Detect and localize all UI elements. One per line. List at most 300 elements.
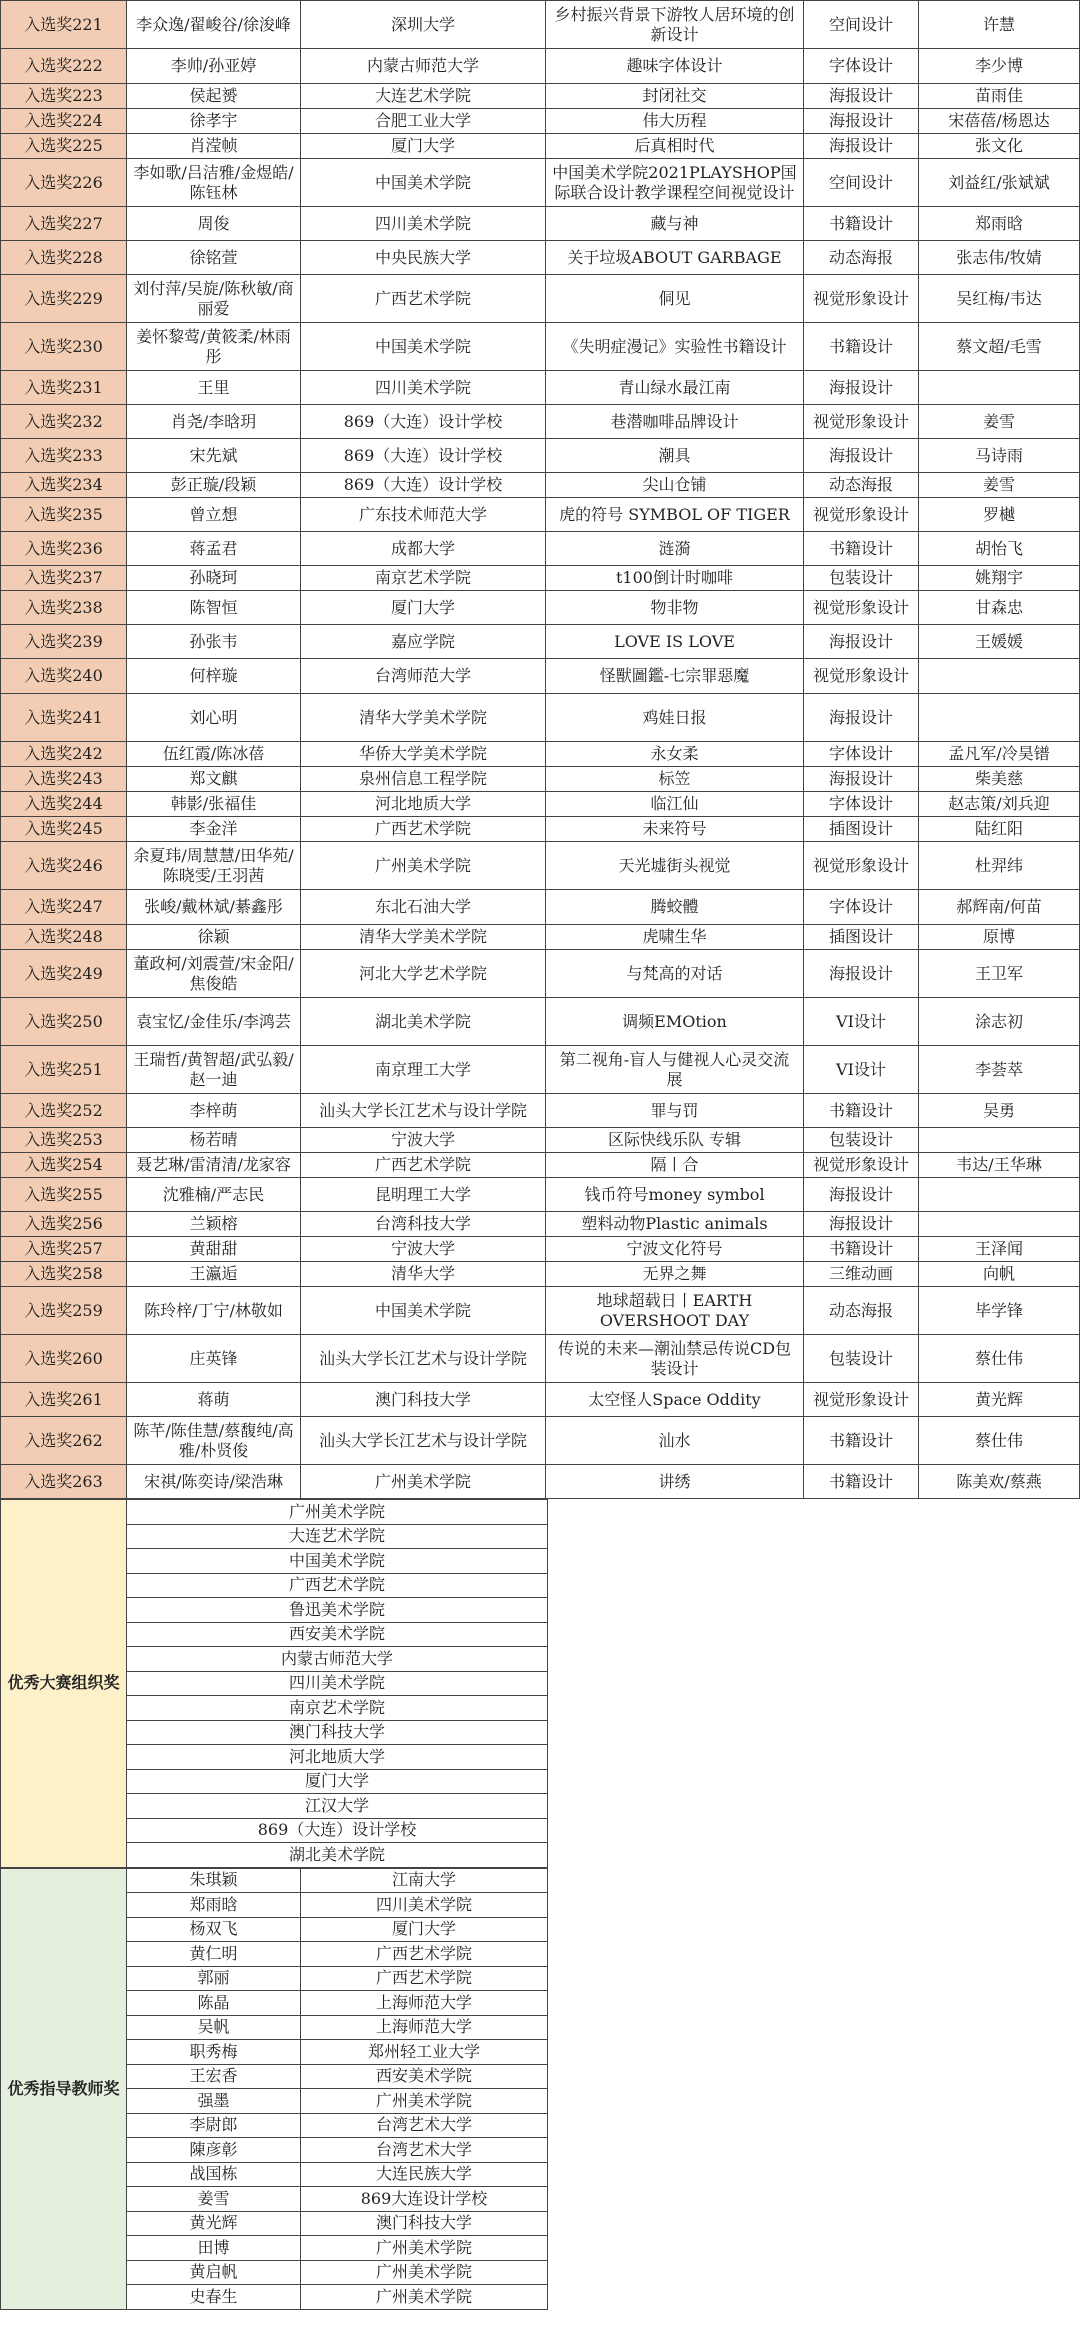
work-title: 钱币符号money symbol xyxy=(546,1178,804,1212)
school-name: 广州美术学院 xyxy=(301,842,546,890)
author-names: 张峻/戴林斌/綦鑫彤 xyxy=(127,890,301,925)
work-title: 无界之舞 xyxy=(546,1262,804,1287)
award-row xyxy=(1,241,1080,275)
award-row xyxy=(1,1383,1080,1417)
work-category: 书籍设计 xyxy=(804,207,919,241)
author-names: 蒋萌 xyxy=(127,1383,301,1417)
school-name: 869（大连）设计学校 xyxy=(301,405,546,439)
teacher-school: 上海师范大学 xyxy=(301,1991,548,2016)
award-row xyxy=(1,925,1080,950)
advisor-name: 蔡文超/毛雪 xyxy=(919,323,1080,371)
teacher-name: 强墨 xyxy=(127,2089,301,2114)
advisor-name: 王媛媛 xyxy=(919,625,1080,659)
work-title: 青山绿水最江南 xyxy=(546,371,804,405)
teacher-name: 姜雪 xyxy=(127,2187,301,2212)
work-category: 视觉形象设计 xyxy=(804,405,919,439)
work-category: 海报设计 xyxy=(804,371,919,405)
award-rank: 入选奖232 xyxy=(1,405,127,439)
award-rank: 入选奖221 xyxy=(1,1,127,49)
advisor-name: 王卫军 xyxy=(919,950,1080,998)
work-title: 临江仙 xyxy=(546,792,804,817)
award-rank: 入选奖222 xyxy=(1,49,127,84)
work-title: 物非物 xyxy=(546,591,804,625)
teacher-award-label: 优秀指导教师奖 xyxy=(1,1868,127,2309)
teacher-name: 王宏香 xyxy=(127,2064,301,2089)
award-row xyxy=(1,1262,1080,1287)
award-rank: 入选奖224 xyxy=(1,109,127,134)
award-row xyxy=(1,566,1080,591)
school-name: 广州美术学院 xyxy=(301,1465,546,1499)
work-title: 中国美术学院2021PLAYSHOP国际联合设计教学课程空间视觉设计 xyxy=(546,159,804,207)
author-names: 姜怀黎莺/黄筱柔/林雨彤 xyxy=(127,323,301,371)
award-row xyxy=(1,842,1080,890)
award-row xyxy=(1,742,1080,767)
work-title: 潮具 xyxy=(546,439,804,473)
school-name: 869（大连）设计学校 xyxy=(301,473,546,498)
award-rank: 入选奖238 xyxy=(1,591,127,625)
work-title: 标笠 xyxy=(546,767,804,792)
advisor-name: 陈美欢/蔡燕 xyxy=(919,1465,1080,1499)
work-title: 第二视角-盲人与健视人心灵交流展 xyxy=(546,1046,804,1094)
org-school-name: 广西艺术学院 xyxy=(127,1573,548,1598)
work-title: 罪与罚 xyxy=(546,1094,804,1128)
author-names: 陈芊/陈佳慧/蔡馥纯/高雅/朴贤俊 xyxy=(127,1417,301,1465)
advisor-name: 柴美慈 xyxy=(919,767,1080,792)
work-title: 关于垃圾ABOUT GARBAGE xyxy=(546,241,804,275)
author-names: 何梓璇 xyxy=(127,659,301,694)
author-names: 肖滢帧 xyxy=(127,134,301,159)
author-names: 孙张韦 xyxy=(127,625,301,659)
award-rank: 入选奖259 xyxy=(1,1287,127,1335)
award-row xyxy=(1,1153,1080,1178)
teacher-name: 陳彦彰 xyxy=(127,2138,301,2163)
teacher-school: 广州美术学院 xyxy=(301,2285,548,2310)
author-names: 王瀛逅 xyxy=(127,1262,301,1287)
work-category: 海报设计 xyxy=(804,84,919,109)
author-names: 侯起赟 xyxy=(127,84,301,109)
work-title: t100倒计时咖啡 xyxy=(546,566,804,591)
advisor-name: 张文化 xyxy=(919,134,1080,159)
teacher-name: 陈晶 xyxy=(127,1991,301,2016)
work-category: VI设计 xyxy=(804,998,919,1046)
award-rank: 入选奖223 xyxy=(1,84,127,109)
school-name: 汕头大学长江艺术与设计学院 xyxy=(301,1417,546,1465)
advisor-name: 陆红阳 xyxy=(919,817,1080,842)
teacher-school: 大连民族大学 xyxy=(301,2162,548,2187)
work-category: 视觉形象设计 xyxy=(804,842,919,890)
author-names: 曾立想 xyxy=(127,498,301,532)
award-rank: 入选奖237 xyxy=(1,566,127,591)
work-category: 书籍设计 xyxy=(804,1237,919,1262)
school-name: 中央民族大学 xyxy=(301,241,546,275)
org-school-name: 西安美术学院 xyxy=(127,1622,548,1647)
award-rank: 入选奖257 xyxy=(1,1237,127,1262)
work-title: 永女柔 xyxy=(546,742,804,767)
award-row xyxy=(1,1178,1080,1212)
award-rank: 入选奖252 xyxy=(1,1094,127,1128)
advisor-name: 赵志策/刘兵迎 xyxy=(919,792,1080,817)
school-name: 大连艺术学院 xyxy=(301,84,546,109)
advisor-name: 毕学锋 xyxy=(919,1287,1080,1335)
teacher-school: 上海师范大学 xyxy=(301,2015,548,2040)
school-name: 宁波大学 xyxy=(301,1237,546,1262)
advisor-name: 罗樾 xyxy=(919,498,1080,532)
award-row xyxy=(1,591,1080,625)
work-title: 与梵高的对话 xyxy=(546,950,804,998)
award-rank: 入选奖242 xyxy=(1,742,127,767)
award-row xyxy=(1,792,1080,817)
org-school-name: 河北地质大学 xyxy=(127,1745,548,1770)
award-rank: 入选奖234 xyxy=(1,473,127,498)
school-name: 泉州信息工程学院 xyxy=(301,767,546,792)
org-school-name: 大连艺术学院 xyxy=(127,1524,548,1549)
work-category: 书籍设计 xyxy=(804,1094,919,1128)
award-rank: 入选奖228 xyxy=(1,241,127,275)
author-names: 宋祺/陈奕诗/梁浩琳 xyxy=(127,1465,301,1499)
author-names: 李众逸/翟峻谷/徐浚峰 xyxy=(127,1,301,49)
teacher-award-table xyxy=(0,1868,548,2310)
work-category: 书籍设计 xyxy=(804,1417,919,1465)
school-name: 湖北美术学院 xyxy=(301,998,546,1046)
award-row xyxy=(1,439,1080,473)
school-name: 台湾师范大学 xyxy=(301,659,546,694)
award-row xyxy=(1,1417,1080,1465)
author-names: 李如歌/吕洁雅/金煜皓/陈钰林 xyxy=(127,159,301,207)
org-school-name: 南京艺术学院 xyxy=(127,1696,548,1721)
award-row xyxy=(1,532,1080,566)
work-category: 动态海报 xyxy=(804,473,919,498)
school-name: 869（大连）设计学校 xyxy=(301,439,546,473)
advisor-name: 宋蓓蓓/杨恩达 xyxy=(919,109,1080,134)
author-names: 孙晓珂 xyxy=(127,566,301,591)
teacher-name: 杨双飞 xyxy=(127,1917,301,1942)
advisor-name: 蔡仕伟 xyxy=(919,1417,1080,1465)
work-title: 塑料动物Plastic animals xyxy=(546,1212,804,1237)
advisor-name: 苗雨佳 xyxy=(919,84,1080,109)
award-rank: 入选奖249 xyxy=(1,950,127,998)
work-category: 海报设计 xyxy=(804,439,919,473)
award-row xyxy=(1,998,1080,1046)
org-school-name: 中国美术学院 xyxy=(127,1549,548,1574)
author-names: 徐铭萱 xyxy=(127,241,301,275)
work-title: 怪獸圖鑑-七宗罪惡魔 xyxy=(546,659,804,694)
award-rank: 入选奖239 xyxy=(1,625,127,659)
award-rank: 入选奖258 xyxy=(1,1262,127,1287)
award-rank: 入选奖231 xyxy=(1,371,127,405)
school-name: 南京理工大学 xyxy=(301,1046,546,1094)
award-row xyxy=(1,498,1080,532)
teacher-school: 广州美术学院 xyxy=(301,2260,548,2285)
author-names: 陈玲梓/丁宁/林敬如 xyxy=(127,1287,301,1335)
school-name: 宁波大学 xyxy=(301,1128,546,1153)
org-school-name: 厦门大学 xyxy=(127,1769,548,1794)
work-title: 伟大历程 xyxy=(546,109,804,134)
advisor-name: 姜雪 xyxy=(919,473,1080,498)
advisor-name: 韦达/王华琳 xyxy=(919,1153,1080,1178)
award-rank: 入选奖246 xyxy=(1,842,127,890)
advisor-name: 许慧 xyxy=(919,1,1080,49)
work-category: 海报设计 xyxy=(804,694,919,742)
award-row xyxy=(1,1094,1080,1128)
work-title: 传说的未来—潮汕禁忌传说CD包装设计 xyxy=(546,1335,804,1383)
advisor-name: 孟凡军/冷昊镨 xyxy=(919,742,1080,767)
work-title: 腾蛟體 xyxy=(546,890,804,925)
work-category: 海报设计 xyxy=(804,950,919,998)
author-names: 宋先斌 xyxy=(127,439,301,473)
work-category: 海报设计 xyxy=(804,1212,919,1237)
award-rank: 入选奖254 xyxy=(1,1153,127,1178)
teacher-school: 台湾艺术大学 xyxy=(301,2138,548,2163)
award-row xyxy=(1,767,1080,792)
work-category: 视觉形象设计 xyxy=(804,498,919,532)
author-names: 庄英锋 xyxy=(127,1335,301,1383)
school-name: 中国美术学院 xyxy=(301,323,546,371)
teacher-name: 吴帆 xyxy=(127,2015,301,2040)
work-title: 调频EMOtion xyxy=(546,998,804,1046)
advisor-name: 刘益红/张斌斌 xyxy=(919,159,1080,207)
teacher-school: 四川美术学院 xyxy=(301,1893,548,1918)
teacher-row xyxy=(1,1868,548,1893)
work-category: 海报设计 xyxy=(804,134,919,159)
teacher-name: 黄启帆 xyxy=(127,2260,301,2285)
work-category: 插图设计 xyxy=(804,817,919,842)
award-row xyxy=(1,405,1080,439)
work-category: 动态海报 xyxy=(804,241,919,275)
work-title: 趣味字体设计 xyxy=(546,49,804,84)
work-title: LOVE IS LOVE xyxy=(546,625,804,659)
work-category: 字体设计 xyxy=(804,49,919,84)
school-name: 合肥工业大学 xyxy=(301,109,546,134)
advisor-name: 姚翔宇 xyxy=(919,566,1080,591)
school-name: 四川美术学院 xyxy=(301,371,546,405)
award-row xyxy=(1,109,1080,134)
award-row xyxy=(1,473,1080,498)
award-rank: 入选奖253 xyxy=(1,1128,127,1153)
advisor-name xyxy=(919,1178,1080,1212)
advisor-name: 马诗雨 xyxy=(919,439,1080,473)
org-school-name: 内蒙古师范大学 xyxy=(127,1647,548,1672)
school-name: 澳门科技大学 xyxy=(301,1383,546,1417)
author-names: 兰颖榕 xyxy=(127,1212,301,1237)
school-name: 广西艺术学院 xyxy=(301,817,546,842)
teacher-name: 李尉郎 xyxy=(127,2113,301,2138)
school-name: 内蒙古师范大学 xyxy=(301,49,546,84)
award-row xyxy=(1,1046,1080,1094)
school-name: 成都大学 xyxy=(301,532,546,566)
work-title: 尖山仓铺 xyxy=(546,473,804,498)
school-name: 四川美术学院 xyxy=(301,207,546,241)
award-rank: 入选奖236 xyxy=(1,532,127,566)
author-names: 聂艺琳/雷清清/龙家容 xyxy=(127,1153,301,1178)
org-school-name: 四川美术学院 xyxy=(127,1671,548,1696)
award-rank: 入选奖263 xyxy=(1,1465,127,1499)
school-name: 中国美术学院 xyxy=(301,1287,546,1335)
award-row xyxy=(1,371,1080,405)
award-row xyxy=(1,817,1080,842)
award-row xyxy=(1,275,1080,323)
work-title: 虎的符号 SYMBOL OF TIGER xyxy=(546,498,804,532)
advisor-name: 吴勇 xyxy=(919,1094,1080,1128)
teacher-school: 澳门科技大学 xyxy=(301,2211,548,2236)
org-award-label: 优秀大赛组织奖 xyxy=(1,1500,127,1868)
award-row xyxy=(1,1335,1080,1383)
school-name: 昆明理工大学 xyxy=(301,1178,546,1212)
org-row xyxy=(1,1500,548,1525)
teacher-school: 厦门大学 xyxy=(301,1917,548,1942)
award-row xyxy=(1,625,1080,659)
award-rank: 入选奖262 xyxy=(1,1417,127,1465)
teacher-school: 广西艺术学院 xyxy=(301,1942,548,1967)
work-title: 天光墟街头视觉 xyxy=(546,842,804,890)
award-rank: 入选奖251 xyxy=(1,1046,127,1094)
award-row xyxy=(1,207,1080,241)
org-school-name: 869（大连）设计学校 xyxy=(127,1818,548,1843)
author-names: 沈雅楠/严志民 xyxy=(127,1178,301,1212)
award-rank: 入选奖233 xyxy=(1,439,127,473)
author-names: 余夏玮/周慧慧/田华苑/陈晓雯/王羽茜 xyxy=(127,842,301,890)
teacher-name: 职秀梅 xyxy=(127,2040,301,2065)
work-title: 鸡娃日报 xyxy=(546,694,804,742)
teacher-school: 869大连设计学校 xyxy=(301,2187,548,2212)
advisor-name: 杜羿纬 xyxy=(919,842,1080,890)
author-names: 郑文麒 xyxy=(127,767,301,792)
advisor-name: 王泽闻 xyxy=(919,1237,1080,1262)
award-rank: 入选奖261 xyxy=(1,1383,127,1417)
author-names: 彭正璇/段颖 xyxy=(127,473,301,498)
author-names: 杨若晴 xyxy=(127,1128,301,1153)
award-row xyxy=(1,134,1080,159)
author-names: 黄甜甜 xyxy=(127,1237,301,1262)
teacher-name: 郭丽 xyxy=(127,1966,301,1991)
advisor-name: 李少博 xyxy=(919,49,1080,84)
org-school-name: 广州美术学院 xyxy=(127,1500,548,1525)
award-rank: 入选奖250 xyxy=(1,998,127,1046)
teacher-name: 史春生 xyxy=(127,2285,301,2310)
org-school-name: 江汉大学 xyxy=(127,1794,548,1819)
advisor-name: 黄光辉 xyxy=(919,1383,1080,1417)
author-names: 王瑞哲/黄智超/武弘毅/赵一迪 xyxy=(127,1046,301,1094)
award-rank: 入选奖256 xyxy=(1,1212,127,1237)
advisor-name: 涂志初 xyxy=(919,998,1080,1046)
school-name: 台湾科技大学 xyxy=(301,1212,546,1237)
teacher-school: 郑州轻工业大学 xyxy=(301,2040,548,2065)
advisor-name xyxy=(919,694,1080,742)
work-title: 区际快线乐队 专辑 xyxy=(546,1128,804,1153)
teacher-name: 黄光辉 xyxy=(127,2211,301,2236)
school-name: 广西艺术学院 xyxy=(301,1153,546,1178)
advisor-name: 张志伟/牧婧 xyxy=(919,241,1080,275)
work-title: 藏与神 xyxy=(546,207,804,241)
author-names: 袁宝忆/金佳乐/李鸿芸 xyxy=(127,998,301,1046)
work-category: 空间设计 xyxy=(804,159,919,207)
work-title: 地球超载日丨EARTH OVERSHOOT DAY xyxy=(546,1287,804,1335)
work-title: 涟漪 xyxy=(546,532,804,566)
work-category: 视觉形象设计 xyxy=(804,591,919,625)
award-row xyxy=(1,890,1080,925)
teacher-school: 广西艺术学院 xyxy=(301,1966,548,1991)
award-rank: 入选奖235 xyxy=(1,498,127,532)
teacher-name: 战国栋 xyxy=(127,2162,301,2187)
author-names: 徐孝宇 xyxy=(127,109,301,134)
school-name: 东北石油大学 xyxy=(301,890,546,925)
school-name: 清华大学美术学院 xyxy=(301,925,546,950)
school-name: 厦门大学 xyxy=(301,134,546,159)
author-names: 伍红霞/陈冰蓓 xyxy=(127,742,301,767)
work-category: 视觉形象设计 xyxy=(804,1153,919,1178)
work-title: 太空怪人Space Oddity xyxy=(546,1383,804,1417)
advisor-name: 李荟萃 xyxy=(919,1046,1080,1094)
advisor-name xyxy=(919,659,1080,694)
org-school-name: 鲁迅美术学院 xyxy=(127,1598,548,1623)
school-name: 清华大学 xyxy=(301,1262,546,1287)
school-name: 华侨大学美术学院 xyxy=(301,742,546,767)
teacher-school: 江南大学 xyxy=(301,1868,548,1893)
school-name: 汕头大学长江艺术与设计学院 xyxy=(301,1094,546,1128)
work-category: 包装设计 xyxy=(804,566,919,591)
work-title: 讲绣 xyxy=(546,1465,804,1499)
work-category: 包装设计 xyxy=(804,1335,919,1383)
advisor-name xyxy=(919,1212,1080,1237)
work-category: 视觉形象设计 xyxy=(804,275,919,323)
advisor-name: 姜雪 xyxy=(919,405,1080,439)
award-rank: 入选奖230 xyxy=(1,323,127,371)
author-names: 李帅/孙亚婷 xyxy=(127,49,301,84)
author-names: 韩影/张福佳 xyxy=(127,792,301,817)
author-names: 董政柯/刘震萱/宋金阳/焦俊皓 xyxy=(127,950,301,998)
work-title: 《失明症漫记》实验性书籍设计 xyxy=(546,323,804,371)
work-category: 视觉形象设计 xyxy=(804,659,919,694)
author-names: 徐颖 xyxy=(127,925,301,950)
award-row xyxy=(1,84,1080,109)
author-names: 王里 xyxy=(127,371,301,405)
work-category: 字体设计 xyxy=(804,742,919,767)
work-category: 三维动画 xyxy=(804,1262,919,1287)
award-rank: 入选奖244 xyxy=(1,792,127,817)
award-row xyxy=(1,1212,1080,1237)
school-name: 深圳大学 xyxy=(301,1,546,49)
teacher-name: 朱琪颖 xyxy=(127,1868,301,1893)
teacher-school: 台湾艺术大学 xyxy=(301,2113,548,2138)
school-name: 汕头大学长江艺术与设计学院 xyxy=(301,1335,546,1383)
award-row xyxy=(1,1128,1080,1153)
work-category: 字体设计 xyxy=(804,792,919,817)
author-names: 刘付萍/吴旋/陈秋敏/商丽爱 xyxy=(127,275,301,323)
advisor-name: 蔡仕伟 xyxy=(919,1335,1080,1383)
advisor-name: 向帆 xyxy=(919,1262,1080,1287)
work-category: 字体设计 xyxy=(804,890,919,925)
org-school-name: 湖北美术学院 xyxy=(127,1843,548,1868)
work-title: 后真相时代 xyxy=(546,134,804,159)
work-category: 书籍设计 xyxy=(804,323,919,371)
org-school-name: 澳门科技大学 xyxy=(127,1720,548,1745)
advisor-name: 吴红梅/韦达 xyxy=(919,275,1080,323)
author-names: 周俊 xyxy=(127,207,301,241)
work-title: 乡村振兴背景下游牧人居环境的创新设计 xyxy=(546,1,804,49)
work-category: 书籍设计 xyxy=(804,532,919,566)
advisor-name: 甘森忠 xyxy=(919,591,1080,625)
work-category: 插图设计 xyxy=(804,925,919,950)
award-rank: 入选奖255 xyxy=(1,1178,127,1212)
teacher-school: 广州美术学院 xyxy=(301,2089,548,2114)
award-rank: 入选奖247 xyxy=(1,890,127,925)
work-category: 海报设计 xyxy=(804,1178,919,1212)
award-rank: 入选奖227 xyxy=(1,207,127,241)
work-category: 书籍设计 xyxy=(804,1465,919,1499)
work-category: 动态海报 xyxy=(804,1287,919,1335)
award-rank: 入选奖226 xyxy=(1,159,127,207)
award-row xyxy=(1,659,1080,694)
work-category: 包装设计 xyxy=(804,1128,919,1153)
